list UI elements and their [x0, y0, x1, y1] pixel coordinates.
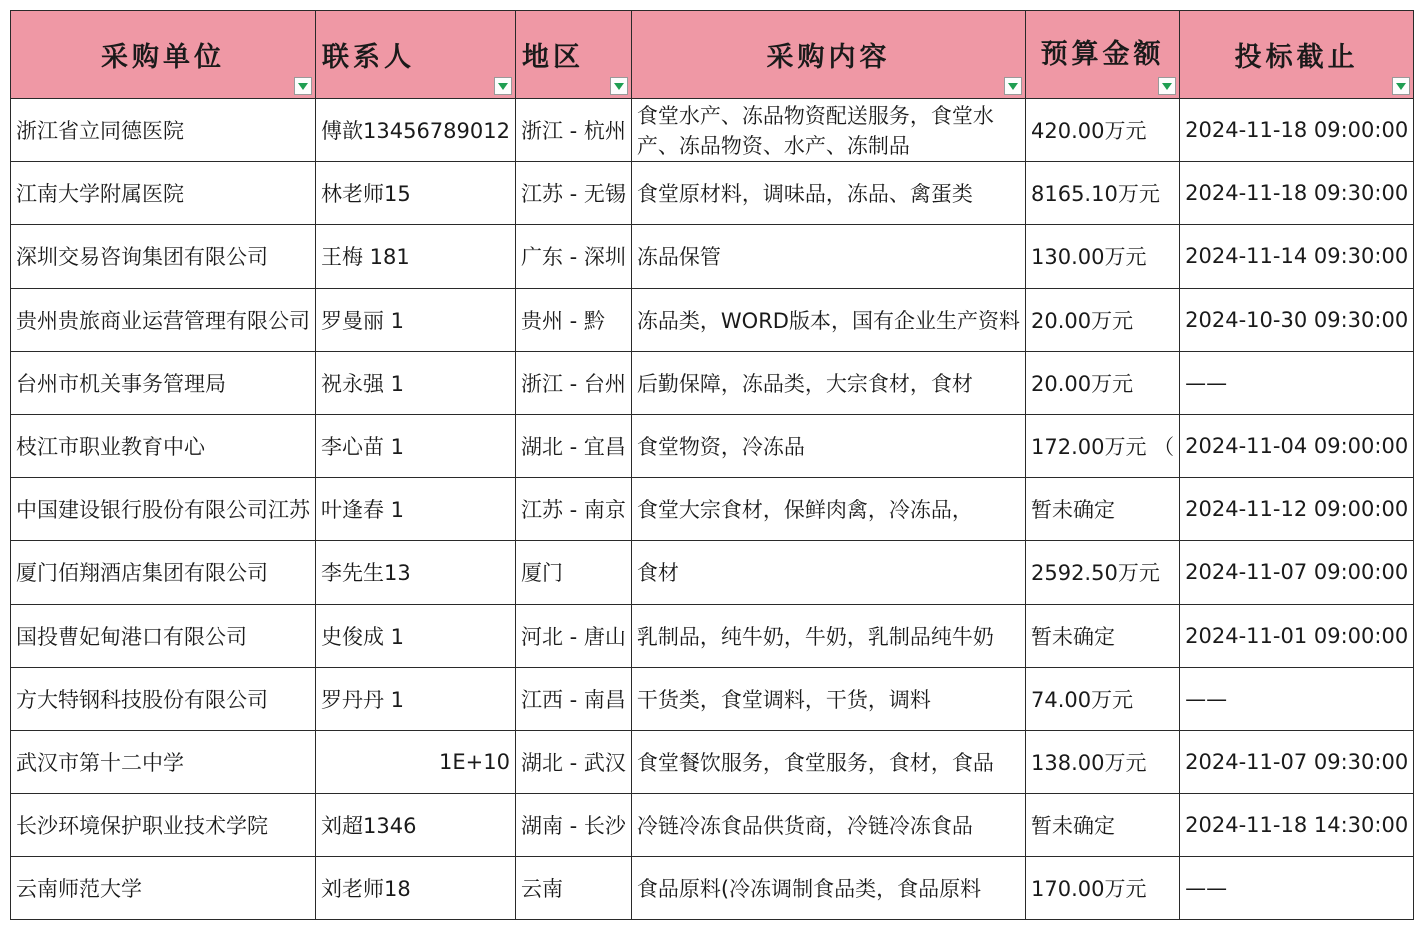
cell-deadline[interactable]: 2024-10-30 09:30:00 — [1180, 288, 1414, 351]
cell-procurement-content[interactable]: 食堂大宗食材，保鲜肉禽，冷冻品， — [631, 478, 1025, 541]
header-label: 联系人 — [322, 42, 415, 73]
table-row — [11, 478, 1414, 541]
triangle-down-icon — [298, 83, 308, 90]
cell-contact[interactable]: 傅歆13456789012 — [316, 99, 516, 162]
header-purchasing-unit — [11, 11, 316, 99]
header-region — [515, 11, 631, 99]
cell-contact[interactable]: 叶逢春 1 — [316, 478, 516, 541]
cell-region[interactable]: 江西 - 南昌 — [515, 667, 631, 730]
header-label: 采购单位 — [101, 42, 225, 73]
cell-budget[interactable]: 20.00万元 — [1025, 351, 1179, 414]
table-row — [11, 604, 1414, 667]
cell-budget[interactable]: 暂未确定 — [1025, 478, 1179, 541]
cell-purchasing-unit[interactable]: 台州市机关事务管理局 — [11, 351, 316, 414]
header-bid-deadline — [1180, 11, 1414, 99]
table-row — [11, 351, 1414, 414]
cell-deadline[interactable]: 2024-11-18 14:30:00 — [1180, 794, 1414, 857]
cell-contact[interactable]: 李心苗 1 — [316, 414, 516, 477]
cell-purchasing-unit[interactable]: 国投曹妃甸港口有限公司 — [11, 604, 316, 667]
table-row — [11, 99, 1414, 162]
cell-deadline[interactable]: 2024-11-18 09:30:00 — [1180, 162, 1414, 225]
header-contact — [316, 11, 516, 99]
header-budget-amount — [1025, 11, 1179, 99]
cell-contact[interactable]: 王梅 181 — [316, 225, 516, 288]
cell-contact[interactable]: 史俊成 1 — [316, 604, 516, 667]
cell-purchasing-unit[interactable]: 浙江省立同德医院 — [11, 99, 316, 162]
cell-budget[interactable]: 170.00万元 — [1025, 857, 1179, 920]
triangle-down-icon — [1396, 83, 1406, 90]
cell-region[interactable]: 贵州 - 黔 — [515, 288, 631, 351]
header-procurement-content — [631, 11, 1025, 99]
table-row — [11, 541, 1414, 604]
cell-purchasing-unit[interactable]: 贵州贵旅商业运营管理有限公司 — [11, 288, 316, 351]
table-row — [11, 730, 1414, 793]
cell-purchasing-unit[interactable]: 方大特钢科技股份有限公司 — [11, 667, 316, 730]
cell-purchasing-unit[interactable]: 厦门佰翔酒店集团有限公司 — [11, 541, 316, 604]
cell-region[interactable]: 湖北 - 武汉 — [515, 730, 631, 793]
cell-deadline[interactable]: —— — [1180, 351, 1414, 414]
triangle-down-icon — [498, 83, 508, 90]
filter-dropdown-button[interactable] — [610, 77, 628, 95]
cell-region[interactable]: 江苏 - 南京 — [515, 478, 631, 541]
cell-budget[interactable]: 暂未确定 — [1025, 794, 1179, 857]
cell-budget[interactable]: 74.00万元 — [1025, 667, 1179, 730]
procurement-table — [10, 10, 1414, 920]
cell-procurement-content[interactable]: 食堂物资，冷冻品 — [631, 414, 1025, 477]
cell-contact[interactable]: 1E+10 — [316, 730, 516, 793]
cell-budget[interactable]: 暂未确定 — [1025, 604, 1179, 667]
cell-purchasing-unit[interactable]: 云南师范大学 — [11, 857, 316, 920]
cell-deadline[interactable]: 2024-11-14 09:30:00 — [1180, 225, 1414, 288]
filter-dropdown-button[interactable] — [1158, 77, 1176, 95]
cell-procurement-content[interactable]: 食堂餐饮服务，食堂服务，食材，食品 — [631, 730, 1025, 793]
header-row — [11, 11, 1414, 99]
cell-procurement-content[interactable]: 食堂原材料，调味品，冻品、禽蛋类 — [631, 162, 1025, 225]
cell-contact[interactable]: 罗曼丽 1 — [316, 288, 516, 351]
cell-purchasing-unit[interactable]: 枝江市职业教育中心 — [11, 414, 316, 477]
cell-procurement-content[interactable]: 食品原料(冷冻调制食品类，食品原料 — [631, 857, 1025, 920]
cell-contact[interactable]: 刘超1346 — [316, 794, 516, 857]
filter-dropdown-button[interactable] — [294, 77, 312, 95]
table-row — [11, 794, 1414, 857]
header-label: 预算金额 — [1040, 38, 1165, 70]
cell-region[interactable]: 河北 - 唐山 — [515, 604, 631, 667]
cell-contact[interactable]: 罗丹丹 1 — [316, 667, 516, 730]
cell-purchasing-unit[interactable]: 武汉市第十二中学 — [11, 730, 316, 793]
cell-budget[interactable]: 130.00万元 — [1025, 225, 1179, 288]
cell-region[interactable]: 广东 - 深圳 — [515, 225, 631, 288]
table-row — [11, 857, 1414, 920]
triangle-down-icon — [614, 83, 624, 90]
cell-deadline[interactable]: 2024-11-18 09:00:00 — [1180, 99, 1414, 162]
cell-region[interactable]: 浙江 - 台州 — [515, 351, 631, 414]
table-row — [11, 667, 1414, 730]
cell-deadline[interactable]: —— — [1180, 857, 1414, 920]
table-row — [11, 414, 1414, 477]
table-row — [11, 162, 1414, 225]
cell-budget[interactable]: 172.00万元 （ — [1025, 414, 1179, 477]
cell-deadline[interactable]: 2024-11-04 09:00:00 — [1180, 414, 1414, 477]
cell-region[interactable]: 浙江 - 杭州 — [515, 99, 631, 162]
cell-procurement-content[interactable]: 冻品类，WORD版本，国有企业生产资料 — [631, 288, 1025, 351]
cell-contact[interactable]: 李先生13 — [316, 541, 516, 604]
cell-region[interactable]: 湖北 - 宜昌 — [515, 414, 631, 477]
cell-procurement-content[interactable] — [631, 99, 1025, 162]
cell-budget[interactable]: 138.00万元 — [1025, 730, 1179, 793]
triangle-down-icon — [1008, 83, 1018, 90]
cell-contact[interactable]: 刘老师18 — [316, 857, 516, 920]
filter-dropdown-button[interactable] — [494, 77, 512, 95]
cell-procurement-content[interactable]: 后勤保障，冻品类，大宗食材，食材 — [631, 351, 1025, 414]
cell-budget[interactable]: 2592.50万元 — [1025, 541, 1179, 604]
header-label: 地区 — [521, 42, 584, 73]
cell-contact[interactable]: 祝永强 1 — [316, 351, 516, 414]
filter-dropdown-button[interactable] — [1004, 77, 1022, 95]
header-label: 采购内容 — [766, 42, 891, 73]
cell-deadline[interactable]: 2024-11-07 09:30:00 — [1180, 730, 1414, 793]
cell-text: 食堂水产、冻品物资配送服务，食堂水产、冻品物资、水产、冻制品 — [636, 104, 994, 158]
cell-procurement-content[interactable]: 乳制品，纯牛奶，牛奶，乳制品纯牛奶 — [631, 604, 1025, 667]
cell-deadline[interactable]: 2024-11-01 09:00:00 — [1180, 604, 1414, 667]
cell-procurement-content[interactable]: 食材 — [631, 541, 1025, 604]
cell-contact[interactable]: 林老师15 — [316, 162, 516, 225]
cell-deadline[interactable]: 2024-11-07 09:00:00 — [1180, 541, 1414, 604]
cell-budget[interactable]: 420.00万元 — [1025, 99, 1179, 162]
cell-procurement-content[interactable]: 干货类，食堂调料，干货，调料 — [631, 667, 1025, 730]
cell-region[interactable]: 厦门 — [515, 541, 631, 604]
cell-procurement-content[interactable]: 冷链冷冻食品供货商，冷链冷冻食品 — [631, 794, 1025, 857]
cell-deadline[interactable]: —— — [1180, 667, 1414, 730]
cell-purchasing-unit[interactable]: 中国建设银行股份有限公司江苏 — [11, 478, 316, 541]
cell-purchasing-unit[interactable]: 江南大学附属医院 — [11, 162, 316, 225]
header-label: 投标截止 — [1234, 42, 1359, 73]
cell-purchasing-unit[interactable]: 长沙环境保护职业技术学院 — [11, 794, 316, 857]
cell-region[interactable]: 湖南 - 长沙 — [515, 794, 631, 857]
table-body — [11, 99, 1414, 920]
table-row — [11, 225, 1414, 288]
cell-procurement-content[interactable]: 冻品保管 — [631, 225, 1025, 288]
cell-purchasing-unit[interactable]: 深圳交易咨询集团有限公司 — [11, 225, 316, 288]
cell-region[interactable]: 云南 — [515, 857, 631, 920]
triangle-down-icon — [1162, 83, 1172, 90]
filter-dropdown-button[interactable] — [1392, 77, 1410, 95]
header-row-group — [11, 11, 1414, 99]
table-row — [11, 288, 1414, 351]
cell-region[interactable]: 江苏 - 无锡 — [515, 162, 631, 225]
cell-deadline[interactable]: 2024-11-12 09:00:00 — [1180, 478, 1414, 541]
cell-budget[interactable]: 20.00万元 — [1025, 288, 1179, 351]
cell-budget[interactable]: 8165.10万元 — [1025, 162, 1179, 225]
